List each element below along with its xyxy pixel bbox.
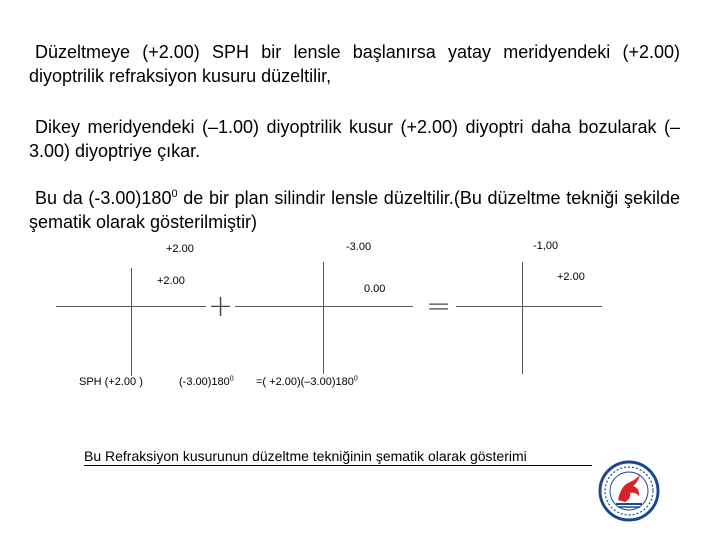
cross-1-bottom-label: SPH (+2.00 ) xyxy=(79,376,143,388)
cross-1-horizontal-label: +2.00 xyxy=(157,275,185,287)
cross-2-bottom-label xyxy=(179,376,234,389)
caption-underline xyxy=(84,465,592,466)
paragraph-3-degree-sup: 0 xyxy=(171,188,178,200)
plus-operator: + xyxy=(208,289,234,324)
cross-3-bottom-label-text: =( +2.00)(–3.00)180 xyxy=(256,376,354,388)
cross-2-degree-sup: 0 xyxy=(229,375,234,383)
paragraph-1-text: Düzeltmeye (+2.00) SPH bir lensle başlanırsa yatay meridyendeki (+2.00) diyoptrilik refraksiyon kusuru düzeltilir, xyxy=(29,42,680,86)
cross-3-degree-sup: 0 xyxy=(353,375,358,383)
paragraph-3 xyxy=(29,186,680,234)
equals-operator: = xyxy=(426,289,452,324)
paragraph-3-text-a: Bu da (-3.00)180 xyxy=(35,188,172,208)
cross-3-bottom-label xyxy=(256,376,358,389)
cross-3-vertical-label: -1,00 xyxy=(533,240,559,252)
paragraph-1 xyxy=(29,40,680,88)
paragraph-2 xyxy=(29,115,680,163)
figure-caption: Bu Refraksiyon kusurunun düzeltme tekniğinin şematik olarak gösterimi xyxy=(84,448,527,464)
cross-3-horizontal-line xyxy=(456,306,602,307)
university-seal-icon xyxy=(598,460,660,522)
cross-1-vertical-label: +2.00 xyxy=(166,243,194,255)
cross-3-vertical-line xyxy=(522,262,523,374)
cross-2-vertical-label: -3.00 xyxy=(346,241,372,253)
cross-2-vertical-line xyxy=(323,262,324,374)
cross-2-horizontal-line xyxy=(235,306,413,307)
paragraph-2-text: Dikey meridyendeki (–1.00) diyoptrilik kusur (+2.00) diyoptri daha bozularak (–3.00) diyoptriye çıkar. xyxy=(29,117,680,161)
cross-2-bottom-label-text: (-3.00)180 xyxy=(179,376,230,388)
paragraph-3-text-b: de bir plan silindir lensle düzeltilir.(Bu düzeltme tekniği şekilde şematik olarak gösterilmiştir) xyxy=(29,188,681,232)
cross-3-horizontal-label: +2.00 xyxy=(557,271,585,283)
cross-1-vertical-line xyxy=(131,268,132,376)
cross-2-horizontal-label: 0.00 xyxy=(364,283,386,295)
